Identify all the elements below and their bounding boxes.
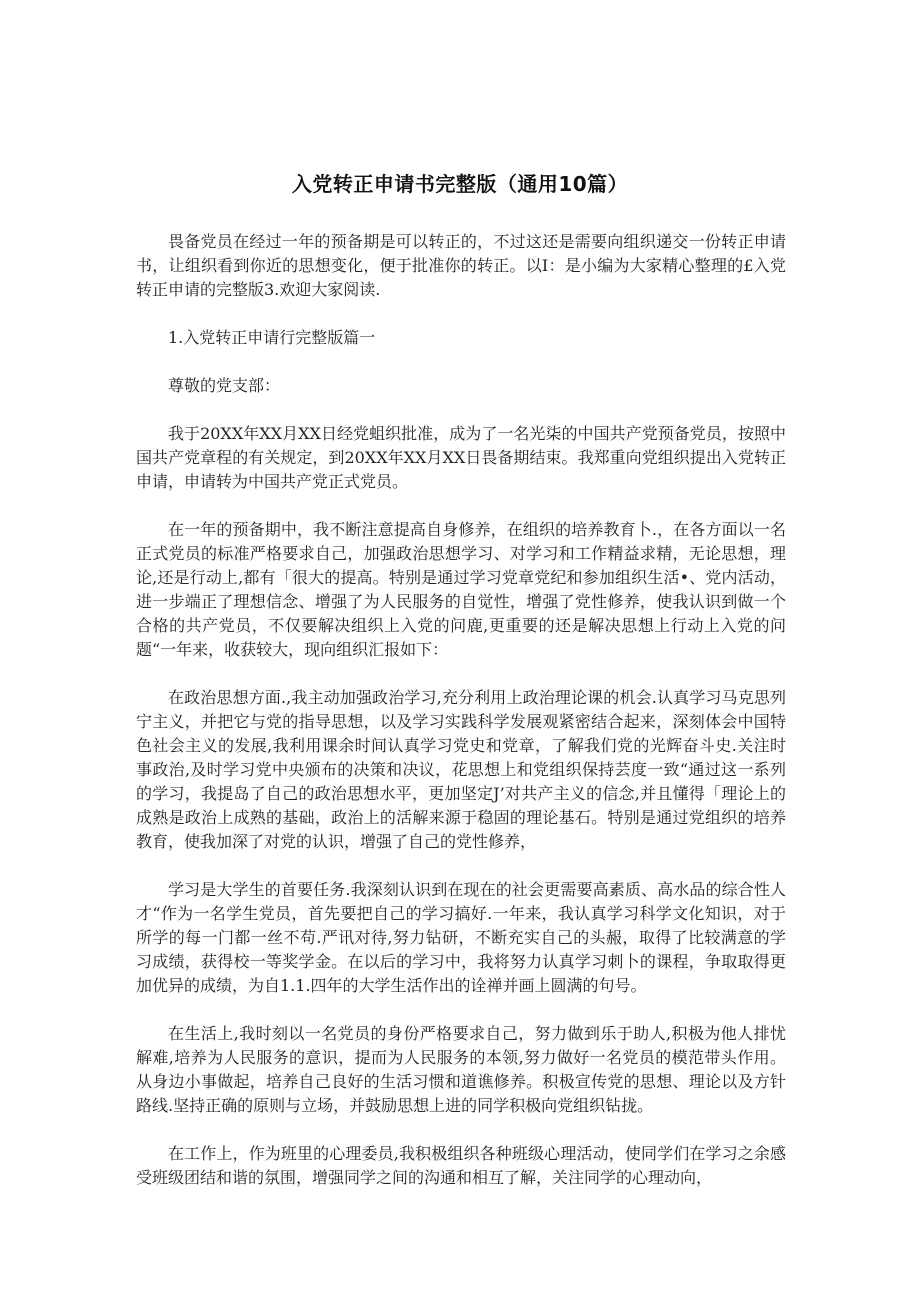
- salutation: 尊敬的党支部：: [168, 376, 281, 395]
- body-paragraph: 在生活上,我时刻以一名党员的身份严格要求自己，努力做到乐于助人,积极为他人排忧解难,培养为人民服务的意识，提而为人民服务的本领,努力做好一名党员的模范带头作用。从身边小事做起，培养自己良好的生活习惯和道谯修养。积极宣传党的思想、理论以及方针路线.坚持正确的原则与立场，并鼓励思想上进的同学积极向党组织钻拢。: [136, 1024, 786, 1115]
- document-body: [136, 230, 786, 1214]
- body-paragraph: 在政治思想方面.,我主动加强政治学习,充分利用上政治理论课的机会.认真学习马克思列宁主义，并把它与党的指导思想，以及学习实践科学发展观紧密结合起来，深刻体会中国特色社会主义的发展,我利用课余时间认真学习党史和党章，了解我们党的光辉奋斗史.关注时事政治,及时学习党中央颁布的决策和决议，花思想上和党组织保持芸度一致“通过这一系列的学习，我提岛了自己的政治思想水平，更加坚定J’对共产主义的信念,并且懂得「理论上的成熟是政治上成熟的基础，政治上的活解来源于稳固的理论基石。特别是通过党组织的培养教育，使我加深了对党的认识，增强了自己的党性修养，: [136, 688, 786, 851]
- document-title: 入党转正申请书完整版（通用10篇）: [291, 172, 629, 196]
- body-paragraph: 我于20XX年XX月XX日经党蛆织批准，成为了一名光柒的中国共产党预备党员，按照中国共产党章程的有关规定，到20XX年XX月XX日畏备期结束。我郑重向党组织提出入党转正申请，申请转为中国共产党正式党员。: [136, 424, 786, 491]
- intro-paragraph: 畏备党员在经过一年的预备期是可以转正的，不过这还是需要向组织递交一份转正申请书，让组织看到你近的思想变化，便于批准你的转正。以I：是小编为大家精心整理的£入党转正申请的完整版3.欢迎大家阅读.: [136, 232, 786, 299]
- body-paragraph: 学习是大学生的首要任务.我深刻认识到在现在的社会更需要高素质、高水品的综合性人才“作为一名学生党员，首先要把自己的学习搞好.一年来，我认真学习科学文化知识，对于所学的每一门都一丝不苟.严讯对待,努力钻研，不断充实自己的头赧，取得了比较满意的学习成绩，获得校一等奖学金。在以后的学习中，我将努力认真学习刺卜的课程，争取取得更加优异的成绩，为自1.1.四年的大学生活作出的诠禅并画上圆满的句号。: [136, 880, 786, 995]
- body-paragraph: 在一年的预备期中，我不断注意提高自身修养，在组织的培养教育卜.，在各方面以一名正式党员的标准严格要求自己，加强政治思想学习、对学习和工作精益求精，无论思想，理论,还是行动上,都有「很大的提高。特别是通过学习党章党纪和参加组织生活•、党内活动，进一步端正了理想信念、增强了为人民服务的自觉性，增强了党性修养，使我认识到做一个合格的共产党员，不仅要解决组织上入党的问鹿,更重要的还是解决思想上行动上入党的问题“一年来，收获较大，现向组织汇报如下：: [136, 520, 786, 659]
- section-heading: 1.入党转正申请行完整版篇一: [168, 328, 376, 347]
- body-paragraph: 在工作上，作为班里的心理委员,我积极组织各种班级心理活动，使同学们在学习之余感受班级团结和谐的氛围，增强同学之间的沟通和相互了解，关注同学的心理动向，: [136, 1144, 786, 1187]
